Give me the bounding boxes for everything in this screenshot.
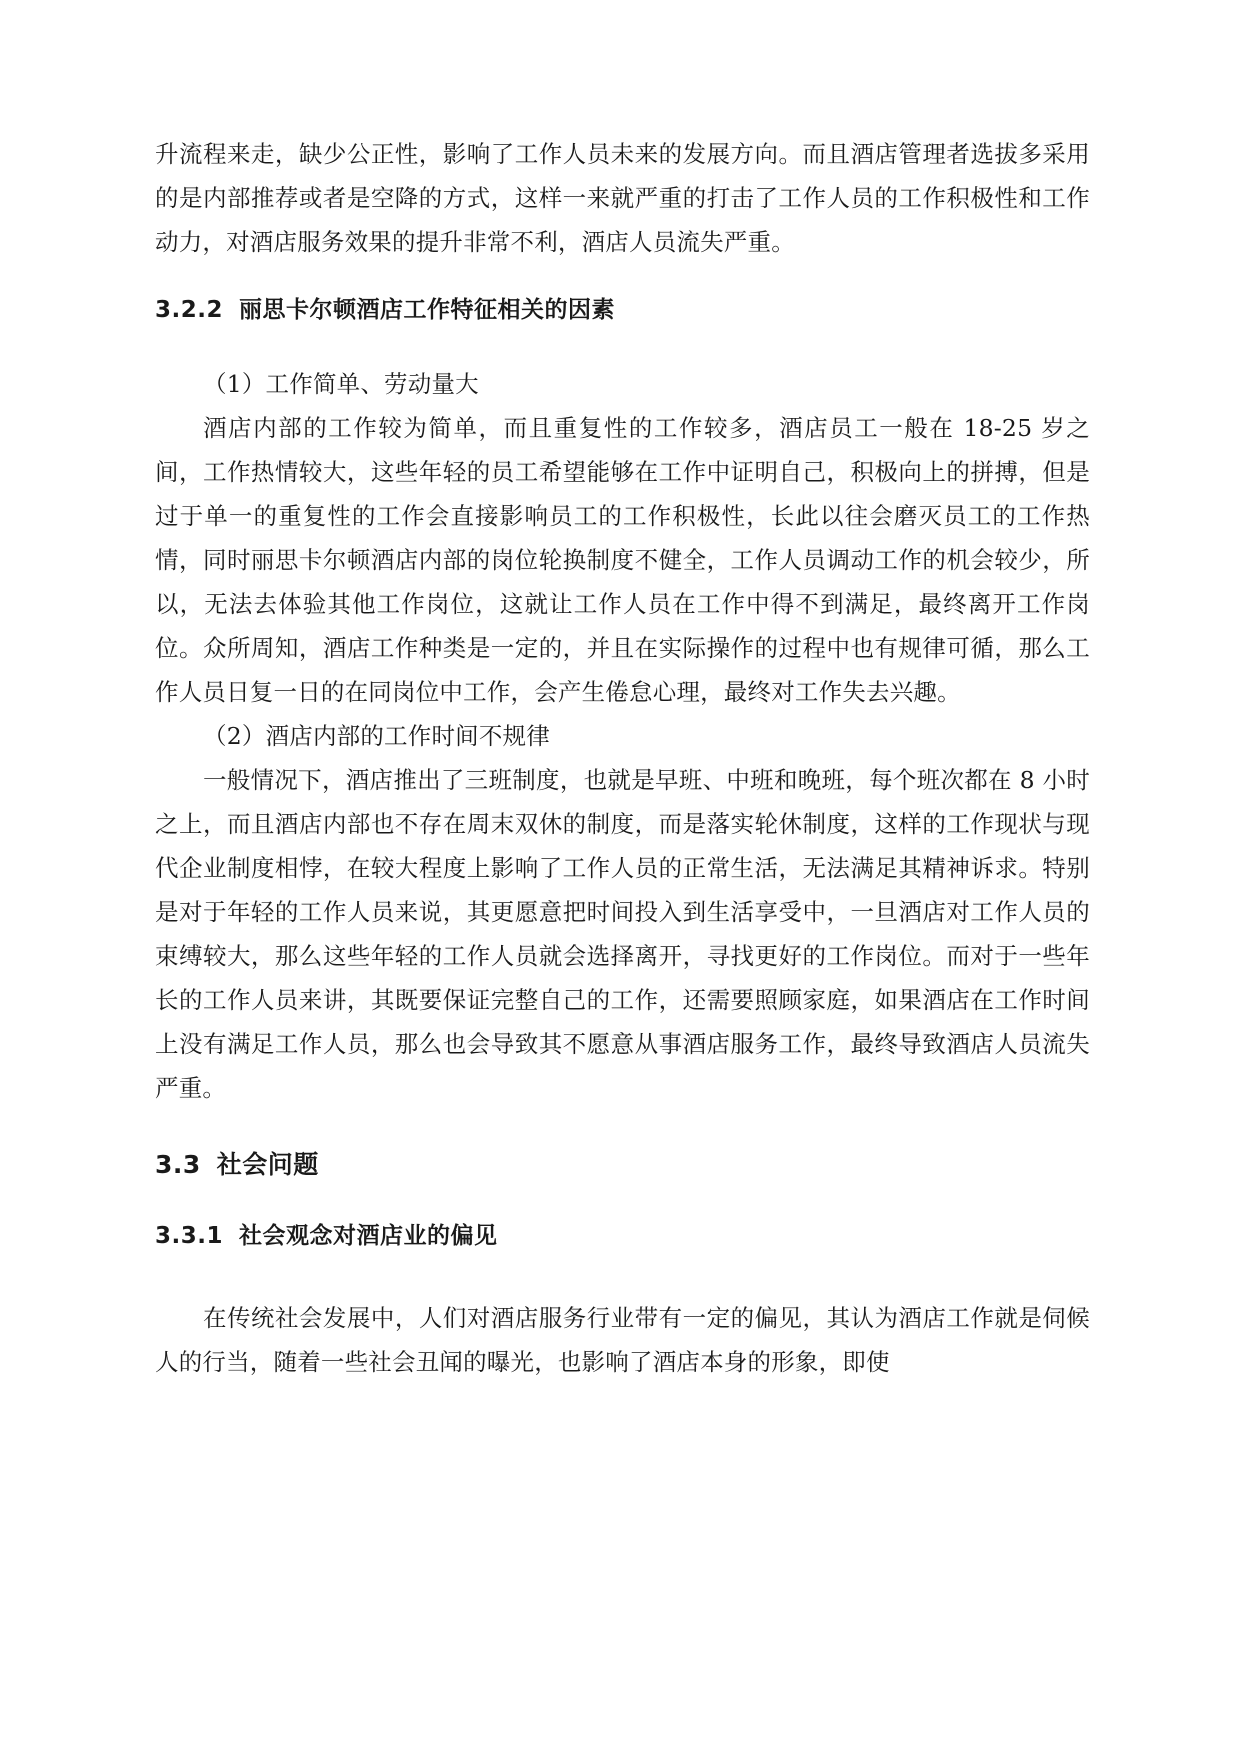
heading-3-3-1-number: 3.3.1 xyxy=(155,1223,223,1249)
heading-3-2-2-number: 3.2.2 xyxy=(155,297,223,323)
heading-3-3-1 xyxy=(155,1216,1090,1256)
heading-3-3-1-text: 社会观念对酒店业的偏见 xyxy=(239,1223,498,1249)
heading-3-3-text: 社会问题 xyxy=(216,1150,319,1179)
paragraph-last: 在传统社会发展中，人们对酒店服务行业带有一定的偏见，其认为酒店工作就是伺候人的行当，随着一些社会丑闻的曝光，也影响了酒店本身的形象，即使 xyxy=(155,1304,1090,1376)
paragraph-item-1-title: （1）工作简单、劳动量大 xyxy=(203,370,479,398)
paragraph-item-2-title: （2）酒店内部的工作时间不规律 xyxy=(203,722,550,750)
paragraph-item-2-body: 一般情况下，酒店推出了三班制度，也就是早班、中班和晚班，每个班次都在 8 小时之上，而且酒店内部也不存在周末双休的制度，而是落实轮休制度，这样的工作现状与现代企业制度相悖，在较大程度上影响了工作人员的正常生活，无法满足其精神诉求。特别是对于年轻的工作人员来说，其更愿意把时间投入到生活享受中，一旦酒店对工作人员的束缚较大，那么这些年轻的工作人员就会选择离开，寻找更好的工作岗位。而对于一些年长的工作人员来讲，其既要保证完整自己的工作，还需要照顾家庭，如果酒店在工作时间上没有满足工作人员，那么也会导致其不愿意从事酒店服务工作，最终导致酒店人员流失严重。 xyxy=(155,766,1090,1102)
heading-3-3-number: 3.3 xyxy=(155,1150,201,1179)
heading-3-3 xyxy=(155,1144,1090,1186)
heading-3-2-2-text: 丽思卡尔顿酒店工作特征相关的因素 xyxy=(239,297,615,323)
paragraph-continued-top: 升流程来走，缺少公正性，影响了工作人员未来的发展方向。而且酒店管理者选拔多采用的是内部推荐或者是空降的方式，这样一来就严重的打击了工作人员的工作积极性和工作动力，对酒店服务效果的提升非常不利，酒店人员流失严重。 xyxy=(155,140,1090,256)
spacer xyxy=(155,1278,1090,1296)
paragraph-item-1-body: 酒店内部的工作较为简单，而且重复性的工作较多，酒店员工一般在 18-25 岁之间，工作热情较大，这些年轻的员工希望能够在工作中证明自己，积极向上的拼搏，但是过于单一的重复性的工作会直接影响员工的工作积极性，长此以往会磨灭员工的工作热情，同时丽思卡尔顿酒店内部的岗位轮换制度不健全，工作人员调动工作的机会较少，所以，无法去体验其他工作岗位，这就让工作人员在工作中得不到满足，最终离开工作岗位。众所周知，酒店工作种类是一定的，并且在实际操作的过程中也有规律可循，那么工作人员日复一日的在同岗位中工作，会产生倦怠心理，最终对工作失去兴趣。 xyxy=(155,414,1090,706)
heading-3-2-2 xyxy=(155,290,1090,330)
spacer xyxy=(155,352,1090,362)
